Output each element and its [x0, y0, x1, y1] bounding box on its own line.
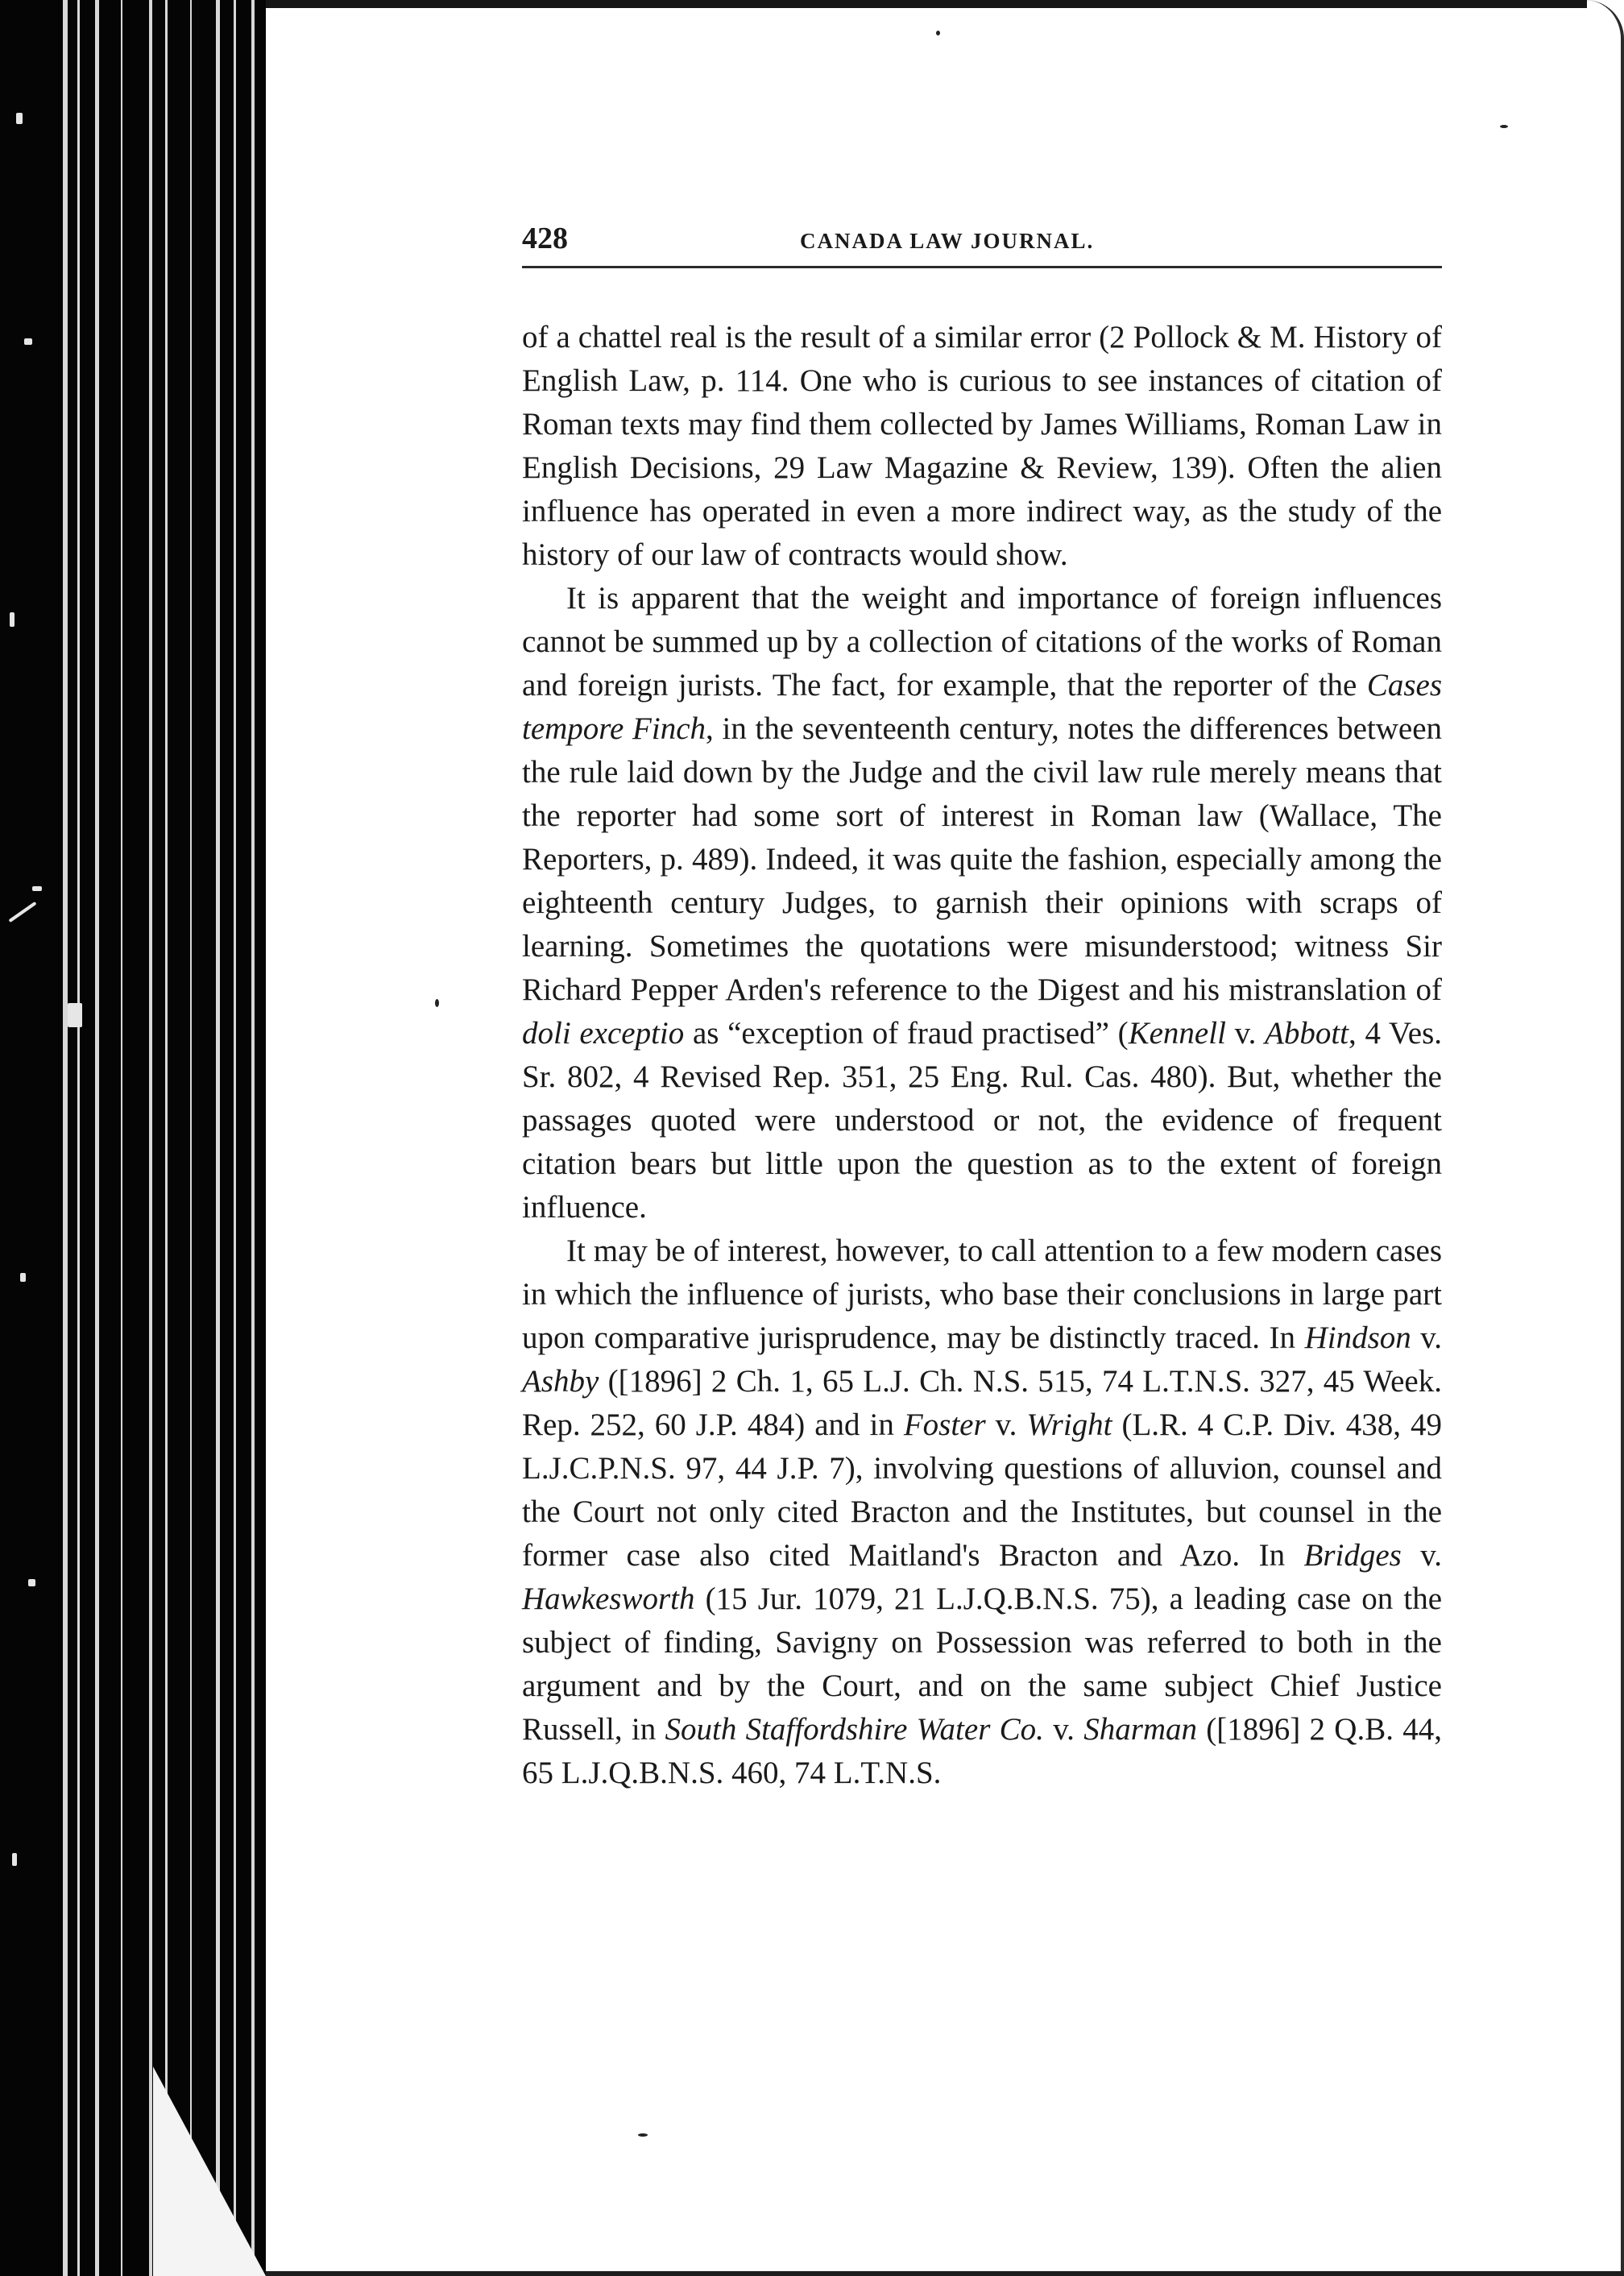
paragraph	[522, 577, 1442, 1229]
text-run: v.	[985, 1407, 1027, 1442]
italic-citation: doli exceptio	[522, 1016, 685, 1051]
text-run: (15 Jur. 1079, 21 L.J.Q.B.N.S. 75), a leading case on the subject of finding, Savigny on Possession was referred to both in the argument and by the Court, and on the same subject Chief Justice Russell, in	[522, 1582, 1442, 1747]
italic-citation: Cases tempore Finch	[522, 668, 1442, 746]
text-run: , 4 Ves. Sr. 802, 4 Revised Rep. 351, 25 Eng. Rul. Cas. 480). But, whether the passages quoted were understood or not, the evidence of frequent citation bears but little upon the question as to the extent of foreign influence.	[522, 1016, 1443, 1225]
page-top-edge	[266, 0, 1587, 8]
text-run: of a chattel real is the result of a similar error (2 Pollock & M. History of English Law, p. 114. One who is curious to see instances of citation of Roman texts may find them collected by James Williams, Roman Law in English Decisions, 29 Law Magazine & Review, 139). Often the alien influence has operated in even a more indirect way, as the study of the history of our law of contracts would show.	[522, 320, 1442, 572]
italic-citation: Sharman	[1083, 1712, 1198, 1747]
italic-citation: Ashby	[522, 1364, 599, 1399]
running-head: CANADA LAW JOURNAL.	[800, 229, 1095, 253]
body-text	[522, 316, 1442, 1795]
page-number: 428	[522, 222, 568, 255]
paragraph	[522, 1229, 1442, 1795]
paragraph	[522, 316, 1442, 577]
text-run: It is apparent that the weight and importance of foreign influences cannot be summed up by a collection of citations of the works of Roman and foreign jurists. The fact, for example, that the reporter of the	[522, 581, 1442, 703]
italic-citation: Foster	[903, 1407, 986, 1442]
scan-border	[0, 0, 266, 2276]
text-run: v.	[1411, 1320, 1442, 1355]
text-run: (L.R. 4 C.P. Div. 438, 49 L.J.C.P.N.S. 97, 44 J.P. 7), involving questions of alluvion, counsel and the Court not only cited Bracton and the Institutes, but counsel in the former case also cited Maitland's Bracton and Azo. In	[522, 1407, 1443, 1573]
italic-citation: South Staffordshire Water Co.	[665, 1712, 1044, 1747]
italic-citation: Hindson	[1304, 1320, 1411, 1355]
text-run: v.	[1225, 1016, 1266, 1051]
text-run: v.	[1043, 1712, 1084, 1747]
text-run: It may be of interest, however, to call attention to a few modern cases in which the influence of jurists, who base their conclusions in large part upon comparative jurisprudence, may be distinctly traced. In	[522, 1233, 1442, 1355]
text-run: , in the seventeenth century, notes the differences between the rule laid down by the Judge and the civil law rule merely means that the reporter had some sort of interest in Roman law (Wallace, The Reporters, p. 489). Indeed, it was quite the fashion, especially among the eighteenth century Judges, to garnish their opinions with scraps of learning. Sometimes the quotations were misunderstood; witness Sir Richard Pepper Arden's reference to the Digest and his mistranslation of	[522, 711, 1443, 1007]
italic-citation: Kennell	[1128, 1016, 1226, 1051]
text-run: as “exception of fraud practised” (	[684, 1016, 1129, 1051]
scan-speck	[936, 31, 940, 35]
italic-citation: Wright	[1026, 1407, 1112, 1442]
text-run: v.	[1401, 1538, 1442, 1573]
page-header	[522, 218, 1442, 268]
text-run: ([1896] 2 Q.B. 44, 65 L.J.Q.B.N.S. 460, 74 L.T.N.S.	[522, 1712, 1443, 1790]
scan-speck	[435, 999, 439, 1007]
italic-citation: Bridges	[1303, 1538, 1402, 1573]
italic-citation: Hawkesworth	[522, 1582, 695, 1616]
scan-speck	[1500, 125, 1508, 128]
text-run: ([1896] 2 Ch. 1, 65 L.J. Ch. N.S. 515, 74 L.T.N.S. 327, 45 Week. Rep. 252, 60 J.P. 484) and in	[522, 1364, 1442, 1442]
scan-speck	[638, 2133, 648, 2137]
italic-citation: Abbott	[1265, 1016, 1349, 1051]
page-bottom-edge	[266, 2271, 1624, 2276]
